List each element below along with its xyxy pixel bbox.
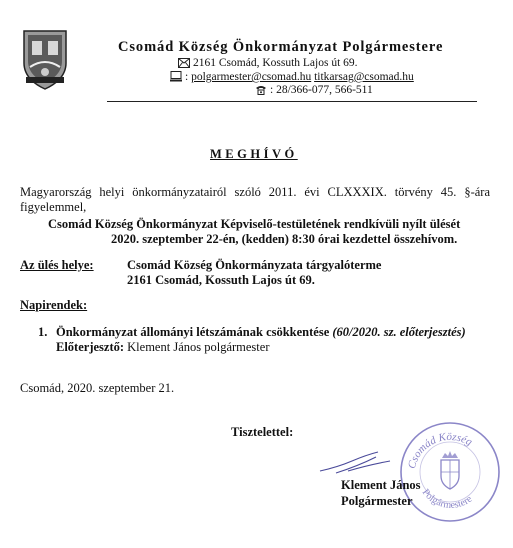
convene-line-2: 2020. szeptember 22-én, (kedden) 8:30 órai kezdettel összehívom. <box>111 232 458 246</box>
agenda-item-number: 1. <box>38 325 48 339</box>
email-secondary-link[interactable]: titkarsag@csomad.hu <box>314 71 414 83</box>
svg-text:Polgármestere <box>420 487 475 511</box>
stamp-text-top: Csomád Község <box>405 430 475 471</box>
header-divider <box>107 101 477 102</box>
envelope-icon <box>178 58 190 68</box>
convene-line-1: Csomád Község Önkormányzat Képviselő-testületének rendkívüli nyílt ülését <box>48 217 461 231</box>
header-address <box>178 57 358 69</box>
signature-icon <box>318 449 398 475</box>
document-title: MEGHÍVÓ <box>210 147 298 161</box>
agenda-item-ref: (60/2020. sz. előterjesztés) <box>332 325 466 339</box>
intro-line-1: Magyarország helyi önkormányzatairól szóló 2011. évi CLXXXIX. törvény 45. §-ára <box>20 185 490 199</box>
email-primary-link[interactable]: polgarmester@csomad.hu <box>191 71 312 83</box>
signer-name: Klement János <box>341 478 421 492</box>
presenter-name: Klement János polgármester <box>127 340 270 354</box>
agenda-item-title: Önkormányzat állományi létszámának csökkentése <box>56 325 330 339</box>
agenda-label: Napirendek: <box>20 298 88 312</box>
place-line-2: 2161 Csomád, Kossuth Lajos út 69. <box>127 273 315 287</box>
phone-text: : 28/366-077, 566-511 <box>270 84 373 96</box>
header-phone <box>255 84 373 96</box>
stamp-text-bottom: Polgármestere <box>419 487 475 512</box>
computer-icon <box>170 71 182 82</box>
telephone-icon <box>255 85 267 95</box>
place-line-1: Csomád Község Önkormányzata tárgyalóterme <box>127 258 382 272</box>
header-email: : polgarmester@csomad.hu titkarsag@csomad.hu <box>170 71 414 83</box>
coat-of-arms-icon <box>20 27 70 91</box>
address-text: 2161 Csomád, Kossuth Lajos út 69. <box>193 57 358 69</box>
presenter-label: Előterjesztő: <box>56 340 125 354</box>
header-title: Csomád Község Önkormányzat Polgármestere <box>118 39 444 55</box>
closing-text: Tisztelettel: <box>231 425 294 439</box>
agenda-item <box>56 325 466 340</box>
official-stamp-icon <box>398 420 502 524</box>
signer-role: Polgármester <box>341 494 413 508</box>
place-label: Az ülés helye: <box>20 258 94 272</box>
intro-line-2: figyelemmel, <box>20 200 87 214</box>
agenda-item-presenter <box>56 340 269 355</box>
date-line: Csomád, 2020. szeptember 21. <box>20 381 175 395</box>
